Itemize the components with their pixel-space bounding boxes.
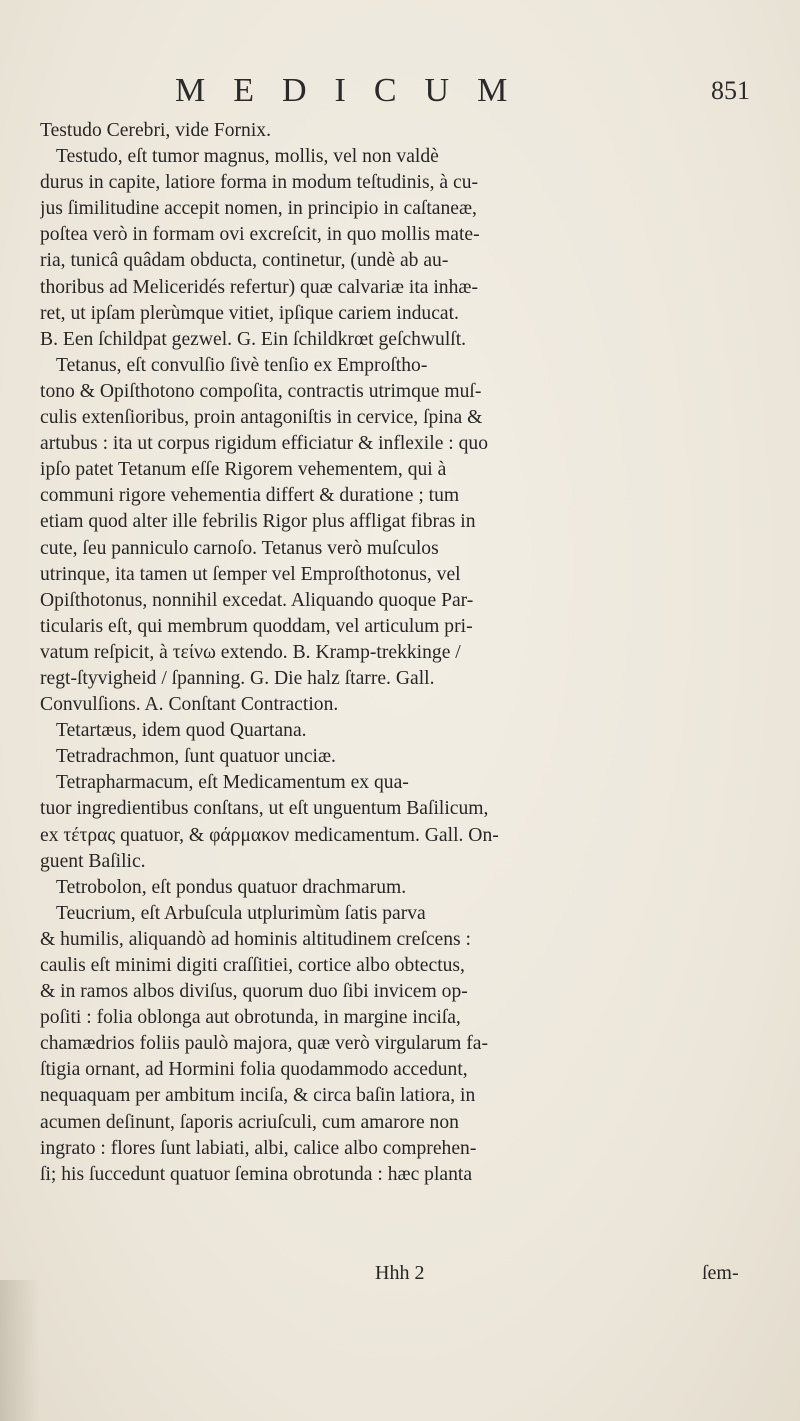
entry-teucrium-line: & humilis, aliquandò ad hominis altitudinem creſcens :	[40, 928, 471, 950]
entry-tetanus-line: Opiſthotonus, nonnihil excedat. Aliquando quoque Par-	[40, 589, 474, 611]
entry-testudo-line: Testudo, eſt tumor magnus, mollis, vel non valdè	[56, 146, 439, 168]
entry-testudo-line: ria, tunicâ quâdam obducta, continetur, (undè ab au-	[40, 250, 449, 272]
entry-tetanus-line: utrinque, ita tamen ut ſemper vel Emproſthotonus, vel	[40, 563, 461, 585]
entry-teucrium-line: ſtigia ornant, ad Hormini folia quodammodo accedunt,	[40, 1059, 468, 1081]
entry-tetanus-line: regt-ſtyvigheid / ſpanning. G. Die halz ſtarre. Gall.	[40, 667, 435, 689]
running-head-title: MEDICUM	[175, 72, 536, 109]
entry-tetrapharmacum-line: ex τέτρας quatuor, & φάρμακον medicamentum. Gall. On-	[40, 824, 499, 846]
entry-teucrium-line: chamædrios foliis paulò majora, quæ verò virgularum fa-	[40, 1033, 489, 1055]
entry-tetanus-line: communi rigore vehementia differt & duratione ; tum	[40, 485, 460, 507]
entry-tetanus-line: cute, ſeu panniculo carnoſo. Tetanus verò muſculos	[40, 537, 439, 559]
entry-tetrapharmacum-line: Tetrapharmacum, eſt Medicamentum ex qua-	[56, 772, 409, 794]
entry-teucrium-line: poſiti : folia oblonga aut obrotunda, in margine inciſa,	[40, 1007, 461, 1029]
entry-tetanus-line: artubus : ita ut corpus rigidum efficiatur & inflexile : quo	[40, 433, 489, 455]
page-stain	[0, 1280, 40, 1421]
entry-teucrium-line: nequaquam per ambitum inciſa, & circa baſin latiora, in	[40, 1085, 476, 1107]
entry-tetanus-line: etiam quod alter ille febrilis Rigor plus affligat fibras in	[40, 511, 476, 533]
entry-tetrapharmacum-line: tuor ingredientibus conſtans, ut eſt unguentum Baſilicum,	[40, 798, 489, 820]
entry-testudo-line: jus ſimilitudine accepit nomen, in principio in caſtaneæ,	[40, 198, 477, 220]
catchword: ſem-	[702, 1262, 739, 1284]
entry-tetanus-line: Convulſions. A. Conſtant Contraction.	[40, 694, 339, 716]
signature-mark: Hhh 2	[375, 1262, 425, 1284]
entry-tetradrachmon: Tetradrachmon, ſunt quatuor unciæ.	[56, 746, 336, 768]
entry-teucrium-line: & in ramos albos diviſus, quorum duo ſibi invicem op-	[40, 981, 468, 1003]
entry-tetanus-line: vatum reſpicit, à τείνω extendo. B. Kramp-trekkinge /	[40, 641, 461, 663]
entry-tetrapharmacum-line: guent Baſilic.	[40, 850, 146, 872]
entry-testudo-cerebri: Testudo Cerebri, vide Fornix.	[40, 120, 271, 141]
page-number: 851	[711, 76, 750, 105]
entry-tetanus-line: culis extenſioribus, proin antagoniſtis in cervice, ſpina &	[40, 407, 483, 429]
entry-tetanus-line: Tetanus, eſt convulſio ſivè tenſio ex Emproſtho-	[56, 354, 428, 376]
entry-teucrium-line: ſi; his ſuccedunt quatuor ſemina obrotunda : hæc planta	[40, 1163, 473, 1185]
page-text	[40, 118, 780, 1188]
entry-tetrobolon: Tetrobolon, eſt pondus quatuor drachmarum.	[56, 876, 407, 898]
entry-tetanus-line: ipſo patet Tetanum eſſe Rigorem vehementem, qui à	[40, 459, 447, 481]
entry-testudo-line: B. Een ſchildpat gezwel. G. Ein ſchildkrœt geſchwulſt.	[40, 328, 467, 350]
entry-testudo-line: ret, ut ipſam plerùmque vitiet, ipſique cariem inducat.	[40, 302, 459, 324]
entry-teucrium-line: caulis eſt minimi digiti craſſitiei, cortice albo obtectus,	[40, 955, 465, 976]
entry-testudo-line: thoribus ad Meliceridés refertur) quæ calvariæ ita inhæ-	[40, 276, 478, 298]
entry-tetartaeus: Tetartæus, idem quod Quartana.	[56, 720, 307, 742]
page-footer	[0, 1262, 800, 1290]
entry-testudo-line: poſtea verò in formam ovi excreſcit, in quo mollis mate-	[40, 224, 480, 246]
entry-teucrium-line: acumen deſinunt, ſaporis acriuſculi, cum amarore non	[40, 1111, 459, 1133]
entry-teucrium-line: ingrato : flores ſunt labiati, albi, calice albo comprehen-	[40, 1137, 477, 1159]
entry-tetanus-line: tono & Opiſthotono compoſita, contractis utrimque muſ-	[40, 380, 482, 402]
entry-tetanus-line: ticularis eſt, qui membrum quoddam, vel articulum pri-	[40, 615, 473, 637]
entry-testudo-line: durus in capite, latiore forma in modum teſtudinis, à cu-	[40, 172, 479, 194]
entry-teucrium-line: Teucrium, eſt Arbuſcula utplurimùm ſatis parva	[56, 902, 426, 924]
